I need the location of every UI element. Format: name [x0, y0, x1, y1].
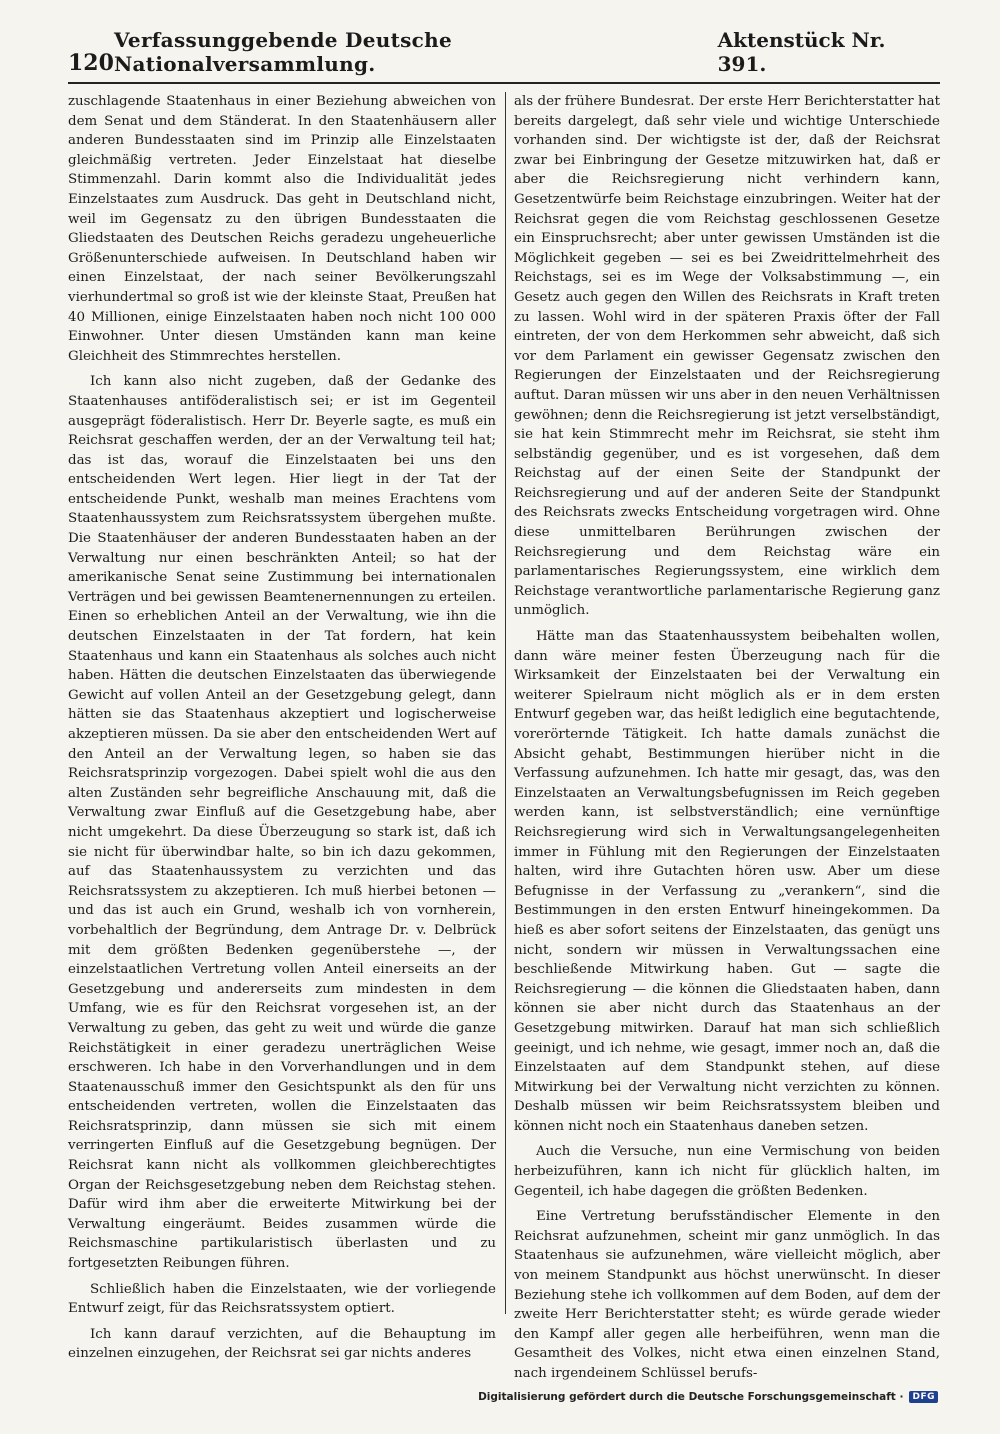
- paragraph: Eine Vertretung berufsständischer Elemente in den Reichsrat aufzunehmen, scheint mir ganz unmöglich. In das Staatenhaus sie aufzunehmen, wäre vielleicht möglich, aber von meinem Standpunkt aus höchst unerwünscht. In dieser Beziehung stehe ich vollkommen auf dem Boden, auf dem der zweite Herr Berichterstatter steht; es würde gerade wieder den Kampf aller gegen alle herbeiführen, wenn man die Gesamtheit des Volkes, nicht etwa einen einzelnen Stand, nach irgendeinem Schlüssel berufs-: [514, 1209, 940, 1381]
- page-number: 120: [68, 50, 114, 76]
- document-reference: Aktenstück Nr. 391.: [717, 28, 886, 76]
- paragraph: Hätte man das Staatenhaussystem beibehalten wollen, dann wäre meiner festen Überzeugung nach für die Wirksamkeit der Einzelstaaten bei der Verwaltung ein weiterer Spielraum nicht möglich als er in dem ersten Entwurf gegeben war, das heißt lediglich eine begutachtende, vorerörternde Tätigkeit. Ich hatte damals zunächst die Absicht gehabt, Bestimmungen hierüber nicht in die Verfassung aufzunehmen. Ich hatte mir gesagt, das, was den Einzelstaaten an Verwaltungsbefugnissen im Reich gegeben werden kann, ist selbstverständlich; eine vernünftige Reichsregierung wird sich in Verwaltungsangelegenheiten immer in Fühlung mit den Regierungen der Einzelstaaten halten, wird ihre Gutachten hören usw. Aber um diese Befugnisse in der Verfassung zu „verankern“, sind die Bestimmungen in den ersten Entwurf hineingekommen. Da hieß es aber sofort seitens der Einzelstaaten, das genügt uns nicht, sondern wir müssen in Verwaltungssachen eine beschließende Mitwirkung haben. Gut — sagte die Reichsregierung — die können die Gliedstaaten haben, dann können sie aber nicht durch das Staatenhaus an der Gesetzgebung mitwirken. Darauf hat man sich schließlich geeinigt, und ich nehme, wie gesagt, immer noch an, daß die Einzelstaaten auf dem Standpunkt stehen, auf diese Mitwirkung bei der Verwaltung nicht verzichten zu können. Deshalb müssen wir beim Reichsratssystem bleiben und können nicht noch ein Staatenhaus daneben setzen.: [514, 629, 940, 1134]
- running-title: Verfassunggebende Deutsche Nationalversammlung.: [113, 28, 453, 76]
- left-column: [68, 92, 496, 1362]
- credit-text: Digitalisierung gefördert durch die Deutsche Forschungsgemeinschaft ·: [478, 1391, 904, 1403]
- page-header: [68, 28, 940, 76]
- right-column: [514, 92, 940, 1381]
- paragraph: Schließlich haben die Einzelstaaten, wie der vorliegende Entwurf zeigt, für das Reichsratssystem optiert.: [68, 1281, 496, 1317]
- column-divider: [505, 92, 506, 1314]
- paragraph: Auch die Versuche, nun eine Vermischung von beiden herbeizuführen, kann ich nicht für glücklich halten, im Gegenteil, ich habe dagegen die größten Bedenken.: [514, 1144, 940, 1199]
- paragraph: Ich kann darauf verzichten, auf die Behauptung im einzelnen einzugehen, der Reichsrat sei gar nichts anderes: [68, 1326, 496, 1362]
- header-rule: [68, 82, 940, 84]
- dfg-logo-icon: DFG: [909, 1391, 938, 1403]
- paragraph: als der frühere Bundesrat. Der erste Herr Berichterstatter hat bereits dargelegt, daß sehr viele und wichtige Unterschiede vorhanden sind. Der wichtigste ist der, daß der Reichsrat zwar bei Einbringung der Gesetze mitzuwirken hat, daß er aber die Reichsregierung nicht verhindern kann, Gesetzentwürfe beim Reichstage einzubringen. Weiter hat der Reichsrat gegen die vom Reichstag geschlossenen Gesetze ein Einspruchsrecht; aber unter gewissen Umständen ist die Möglichkeit gegeben — sei es bei Zweidrittelmehrheit des Reichstags, sei es im Wege der Volksabstimmung —, ein Gesetz auch gegen den Willen des Reichsrats in Kraft treten zu lassen. Wohl wird in der späteren Praxis öfter der Fall eintreten, der von dem Herkommen sehr abweicht, daß sich vor dem Parlament ein gewisser Gegensatz zwischen den Regierungen der Einzelstaaten und der Reichsregierung auftut. Daran müssen wir uns aber in den neuen Verhältnissen gewöhnen; denn die Reichsregierung ist jetzt verselbständigt, sie hat kein Stimmrecht mehr im Reichsrat, sie steht ihm selbständig gegenüber, und es ist vorgesehen, daß dem Reichstag auf der einen Seite der Standpunkt der Reichsregierung und auf der anderen Seite der Standpunkt des Reichsrats zwecks Entscheidung vorgetragen wird. Ohne diese unmittelbaren Berührungen zwischen der Reichsregierung und dem Reichstag wäre ein parlamentarisches Regierungssystem, eine wirklich dem Reichstage verantwortliche parlamentarische Regierung ganz unmöglich.: [514, 94, 940, 619]
- paragraph: Ich kann also nicht zugeben, daß der Gedanke des Staatenhauses antiföderalistisch sei; er ist im Gegenteil ausgeprägt föderalistisch. Herr Dr. Beyerle sagte, es muß ein Reichsrat geschaffen werden, der an der Verwaltung teil hat; das ist das, worauf die Einzelstaaten bei uns den entscheidenden Wert legen. Hier liegt in der Tat der entscheidende Punkt, weshalb man meines Erachtens vom Staatenhaussystem zum Reichsratssystem übergehen mußte. Die Staatenhäuser der anderen Bundesstaaten haben an der Verwaltung nur einen beschränkten Anteil; so hat der amerikanische Senat seine Zustimmung bei internationalen Verträgen und bei gewissen Beamtenernennungen zu erteilen. Einen so erheblichen Anteil an der Verwaltung, wie ihn die deutschen Einzelstaaten in der Tat fordern, hat kein Staatenhaus und kann ein Staatenhaus als solches auch nicht haben. Hätten die deutschen Einzelstaaten das überwiegende Gewicht auf vollen Anteil an der Gesetzgebung gelegt, dann hätten sie das Staatenhaus akzeptiert und logischerweise akzeptieren müssen. Da sie aber den entscheidenden Wert auf den Anteil an der Verwaltung legen, so haben sie das Reichsratsprinzip vorgezogen. Dabei spielt wohl die aus den alten Zuständen sehr begreifliche Anschauung mit, daß die Verwaltung zwar Einfluß auf die Gesetzgebung habe, aber nicht umgekehrt. Da diese Überzeugung so stark ist, daß ich sie nicht für überwindbar halte, so bin ich dazu gekommen, auf das Staatenhaussystem zu verzichten und das Reichsratssystem zu akzeptieren. Ich muß hierbei betonen — und das ist auch ein Grund, weshalb ich von vornherein, vorbehaltlich der Begründung, dem Antrage Dr. v. Delbrück mit dem größten Bedenken gegenüberstehe —, der einzelstaatlichen Vertretung vollen Anteil einerseits an der Gesetzgebung und andererseits zum mindesten in dem Umfang, wie es für den Reichsrat vorgesehen ist, an der Verwaltung zu geben, das geht zu weit und würde die ganze Reichstätigkeit in einer geradezu unerträglichen Weise erschweren. Ich habe in den Vorverhandlungen und in dem Staatenausschuß immer den Gesichtspunkt als den für uns entscheidenden vertreten, wollen die Einzelstaaten das Reichsratsprinzip, dann müssen sie sich mit einem verringerten Einfluß auf die Gesetzgebung begnügen. Der Reichsrat kann nicht als vollkommen gleichberechtigtes Organ der Reichsgesetzgebung neben dem Reichstag stehen. Dafür wird ihm aber die erweiterte Mitwirkung bei der Verwaltung eingeräumt. Beides zusammen würde die Reichsmaschine partikularistisch überlasten und zu fortgesetzten Reibungen führen.: [68, 374, 496, 1272]
- digitization-credit: [478, 1388, 938, 1406]
- paragraph: zuschlagende Staatenhaus in einer Beziehung abweichen von dem Senat und dem Ständerat. In den Staatenhäusern aller anderen Bundesstaaten sind im Prinzip alle Einzelstaaten gleichmäßig vertreten. Jeder Einzelstaat hat dieselbe Stimmenzahl. Darin kommt also die Individualität jedes Einzelstaates zum Ausdruck. Das geht in Deutschland nicht, weil im Gegensatz zu den übrigen Bundesstaaten die Gliedstaaten des Deutschen Reichs geradezu ungeheuerliche Größenunterschiede aufweisen. In Deutschland haben wir einen Einzelstaat, der nach seiner Bevölkerungszahl vierhundertmal so groß ist wie der kleinste Staat, Preußen hat 40 Millionen, einige Einzelstaaten haben noch nicht 100 000 Einwohner. Unter diesen Umständen kann man keine Gleichheit des Stimmrechtes herstellen.: [68, 94, 496, 364]
